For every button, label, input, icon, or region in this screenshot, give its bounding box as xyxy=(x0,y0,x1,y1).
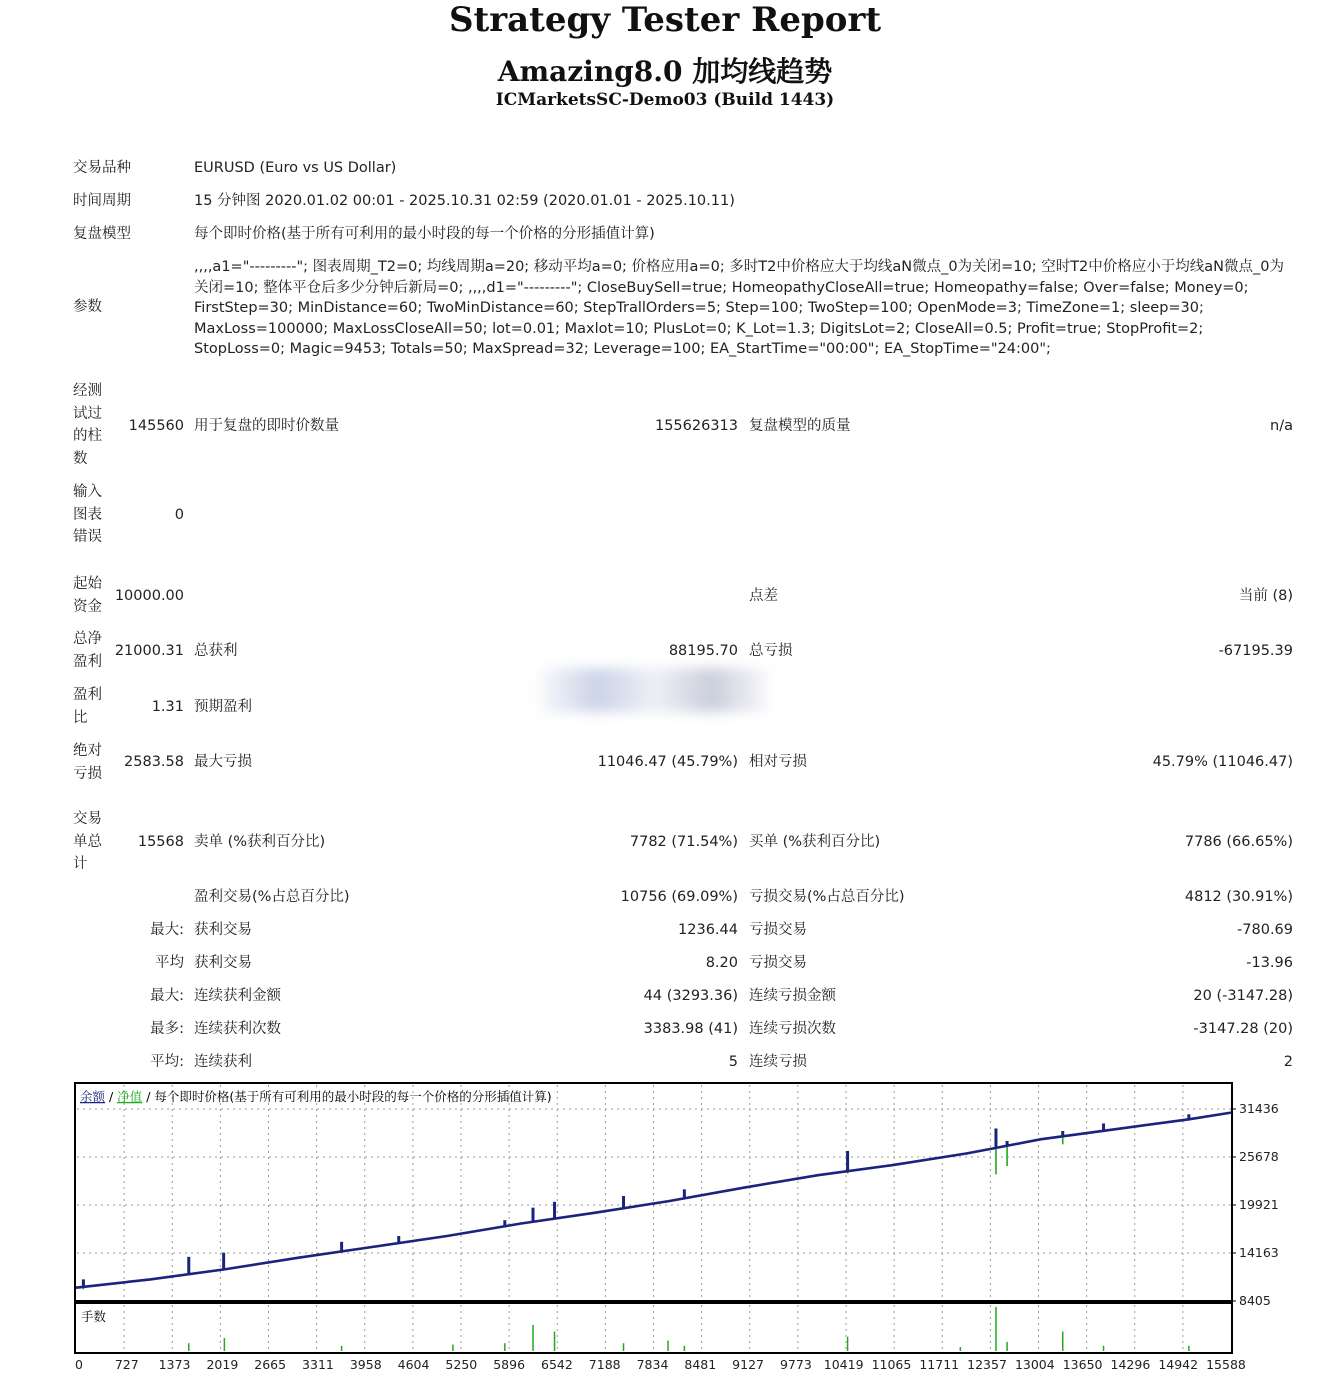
x-tick-label: 2019 xyxy=(206,1357,239,1372)
x-tick-label: 13004 xyxy=(1014,1357,1055,1372)
max-consecutive-prefix: 最大: xyxy=(150,988,184,1004)
average-win-value: 8.20 xyxy=(705,955,738,971)
x-tick-label: 5896 xyxy=(493,1357,526,1372)
x-tick-label: 9127 xyxy=(732,1357,764,1372)
legend-balance: 余额 xyxy=(80,1089,106,1104)
average-win-label: 获利交易 xyxy=(194,955,252,971)
quality-value: n/a xyxy=(1270,418,1293,434)
most-consecutive-prefix: 最多: xyxy=(150,1021,184,1037)
legend-equity: 净值 xyxy=(117,1089,143,1104)
short-trades-value: 7782 (71.54%) xyxy=(629,834,738,850)
params-value: ,,,,a1="---------"; 图表周期_T2=0; 均线周期a=20; 移动平均a=0; 价格应用a=0; 多时T2中价格应大于均线aN微点_0为关闭=10; 空时T2中价格应小于均线aN微点_0为关闭=10; 整体平仓后多少分钟后新局=0; ,,,,d1="---------"; CloseBuySell=true; HomeopathyCloseAll=true; Homeopathy=false; Over=false; Money=0; FirstStep=30; MinDistance=60; TwoMinDistance=60; StepTrallOrders=5; Step=100; TwoStep=100; OpenMode=3; TimeZone=1; sleep=30; MaxLoss=100000; MaxLossCloseAll=50; lot=0.01; Maxlot=10; PlusLot=0; K_Lot=1.3; DigitsLot=2; CloseAll=0.5; Profit=true; StopProfit=2; StopLoss=0; Magic=9453; Totals=50; MaxSpread=32; Leverage=100; EA_StartTime="00:00"; EA_StopTime="24:00"; xyxy=(194,259,1284,357)
report-title: Strategy Tester Report xyxy=(448,0,882,40)
y-tick-label: 8405 xyxy=(1239,1293,1271,1308)
largest-loss-label: 亏损交易 xyxy=(749,922,807,938)
total-trades-label: 交易单总计 xyxy=(73,811,102,872)
y-axis-ticks xyxy=(1232,1101,1279,1308)
largest-win-label: 获利交易 xyxy=(194,922,252,938)
avg-consecutive-prefix: 平均: xyxy=(150,1054,184,1070)
period-label: 时间周期 xyxy=(73,193,131,209)
profit-factor-label: 盈利比 xyxy=(73,687,102,726)
x-tick-label: 15588 xyxy=(1206,1357,1246,1372)
max-drawdown-value: 11046.47 (45.79%) xyxy=(597,754,738,770)
x-tick-label: 13650 xyxy=(1062,1357,1103,1372)
gross-profit-label: 总获利 xyxy=(194,643,238,659)
balance-chart xyxy=(0,1075,1330,1374)
ticks-label: 用于复盘的即时价数量 xyxy=(194,418,339,434)
x-tick-label: 7188 xyxy=(588,1357,621,1372)
profit-factor-value: 1.31 xyxy=(151,699,184,715)
largest-loss-value: -780.69 xyxy=(1237,922,1293,938)
x-tick-label: 727 xyxy=(114,1357,139,1372)
max-consecutive-loss-label: 连续亏损金额 xyxy=(749,988,836,1004)
gross-profit-value: 88195.70 xyxy=(668,643,738,659)
x-tick-label: 12357 xyxy=(967,1357,1007,1372)
redacted-area xyxy=(540,668,770,712)
x-tick-label: 10419 xyxy=(823,1357,864,1372)
net-profit-label: 总净盈利 xyxy=(73,631,102,670)
x-tick-label: 4604 xyxy=(397,1357,430,1372)
x-axis-ticks xyxy=(75,1357,1246,1372)
x-tick-label: 0 xyxy=(75,1357,83,1372)
deposit-label: 起始资金 xyxy=(73,576,102,615)
avg-consecutive-loss-label: 连续亏损 xyxy=(749,1054,807,1070)
x-tick-label: 7834 xyxy=(636,1357,669,1372)
average-prefix: 平均 xyxy=(155,955,184,971)
legend-sep1: / xyxy=(109,1089,114,1104)
x-tick-label: 14942 xyxy=(1158,1357,1199,1372)
lots-plot-frame xyxy=(75,1303,1232,1353)
errors-value: 0 xyxy=(174,507,184,523)
x-tick-label: 11711 xyxy=(919,1357,960,1372)
legend xyxy=(80,1089,552,1104)
strategy-name: Amazing8.0 加均线趋势 xyxy=(497,55,833,88)
loss-trades-value: 4812 (30.91%) xyxy=(1184,889,1293,905)
abs-drawdown-value: 2583.58 xyxy=(124,754,184,770)
balance-chart-svg xyxy=(0,1075,1330,1374)
quality-label: 复盘模型的质量 xyxy=(749,418,851,434)
max-consecutive-win-label: 连续获利金额 xyxy=(194,988,281,1004)
rel-drawdown-label: 相对亏损 xyxy=(749,754,807,770)
x-tick-label: 2665 xyxy=(254,1357,287,1372)
long-trades-value: 7786 (66.65%) xyxy=(1184,834,1293,850)
lots-label: 手数 xyxy=(81,1309,107,1324)
most-consecutive-win-label: 连续获利次数 xyxy=(194,1021,281,1037)
expected-payoff-label: 预期盈利 xyxy=(194,699,252,715)
x-tick-label: 8481 xyxy=(684,1357,717,1372)
x-tick-label: 1373 xyxy=(158,1357,191,1372)
most-consecutive-loss-label: 连续亏损次数 xyxy=(749,1021,836,1037)
profit-trades-value: 10756 (69.09%) xyxy=(620,889,738,905)
profit-trades-label: 盈利交易(%占总百分比) xyxy=(194,889,350,905)
largest-win-value: 1236.44 xyxy=(678,922,738,938)
max-drawdown-label: 最大亏损 xyxy=(194,754,252,770)
most-consecutive-win-value: 3383.98 (41) xyxy=(643,1021,738,1037)
params-label: 参数 xyxy=(73,299,102,315)
gross-loss-label: 总亏损 xyxy=(749,643,793,659)
period-value: 15 分钟图 2020.01.02 00:01 - 2025.10.31 02:59 (2020.01.01 - 2025.10.11) xyxy=(194,193,735,209)
x-tick-label: 9773 xyxy=(779,1357,812,1372)
total-trades-value: 15568 xyxy=(137,834,184,850)
gross-loss-value: -67195.39 xyxy=(1218,643,1293,659)
x-tick-label: 3958 xyxy=(349,1357,382,1372)
symbol-value: EURUSD (Euro vs US Dollar) xyxy=(194,160,397,176)
y-tick-label: 14163 xyxy=(1239,1244,1279,1260)
bars-value: 145560 xyxy=(128,418,184,434)
most-consecutive-loss-value: -3147.28 (20) xyxy=(1193,1021,1293,1037)
errors-label: 输入图表错误 xyxy=(73,484,102,545)
server-build: ICMarketsSC-Demo03 (Build 1443) xyxy=(495,90,835,110)
x-tick-label: 11065 xyxy=(871,1357,912,1372)
net-profit-value: 21000.31 xyxy=(114,643,184,659)
avg-consecutive-win-label: 连续获利 xyxy=(194,1054,252,1070)
max-consecutive-win-value: 44 (3293.36) xyxy=(643,988,738,1004)
bars-label: 经测试过的柱数 xyxy=(73,383,102,467)
average-loss-value: -13.96 xyxy=(1246,955,1293,971)
avg-consecutive-win-value: 5 xyxy=(728,1054,738,1070)
x-tick-label: 14296 xyxy=(1110,1357,1151,1372)
max-consecutive-loss-value: 20 (-3147.28) xyxy=(1193,988,1293,1004)
y-tick-label: 31436 xyxy=(1239,1101,1279,1116)
legend-sep2: / xyxy=(146,1089,151,1104)
loss-trades-label: 亏损交易(%占总百分比) xyxy=(749,889,905,905)
deposit-value: 10000.00 xyxy=(114,588,184,604)
x-tick-label: 6542 xyxy=(541,1357,573,1372)
model-value: 每个即时价格(基于所有可利用的最小时段的每一个价格的分形插值计算) xyxy=(194,226,655,242)
spread-label: 点差 xyxy=(749,588,778,604)
legend-model: 每个即时价格(基于所有可利用的最小时段的每一个价格的分形插值计算) xyxy=(154,1089,552,1104)
average-loss-label: 亏损交易 xyxy=(749,955,807,971)
largest-prefix: 最大: xyxy=(150,922,184,938)
model-label: 复盘模型 xyxy=(73,226,131,242)
abs-drawdown-label: 绝对亏损 xyxy=(73,743,102,782)
x-tick-label: 3311 xyxy=(302,1357,334,1372)
x-tick-label: 5250 xyxy=(445,1357,478,1372)
y-tick-label: 19921 xyxy=(1239,1196,1279,1212)
ticks-value: 155626313 xyxy=(654,418,738,434)
avg-consecutive-loss-value: 2 xyxy=(1283,1054,1293,1070)
y-tick-label: 25678 xyxy=(1239,1149,1279,1165)
spread-value: 当前 (8) xyxy=(1238,588,1293,604)
rel-drawdown-value: 45.79% (11046.47) xyxy=(1152,754,1293,770)
short-trades-label: 卖单 (%获利百分比) xyxy=(194,834,326,850)
long-trades-label: 买单 (%获利百分比) xyxy=(749,834,881,850)
symbol-label: 交易品种 xyxy=(73,160,131,176)
